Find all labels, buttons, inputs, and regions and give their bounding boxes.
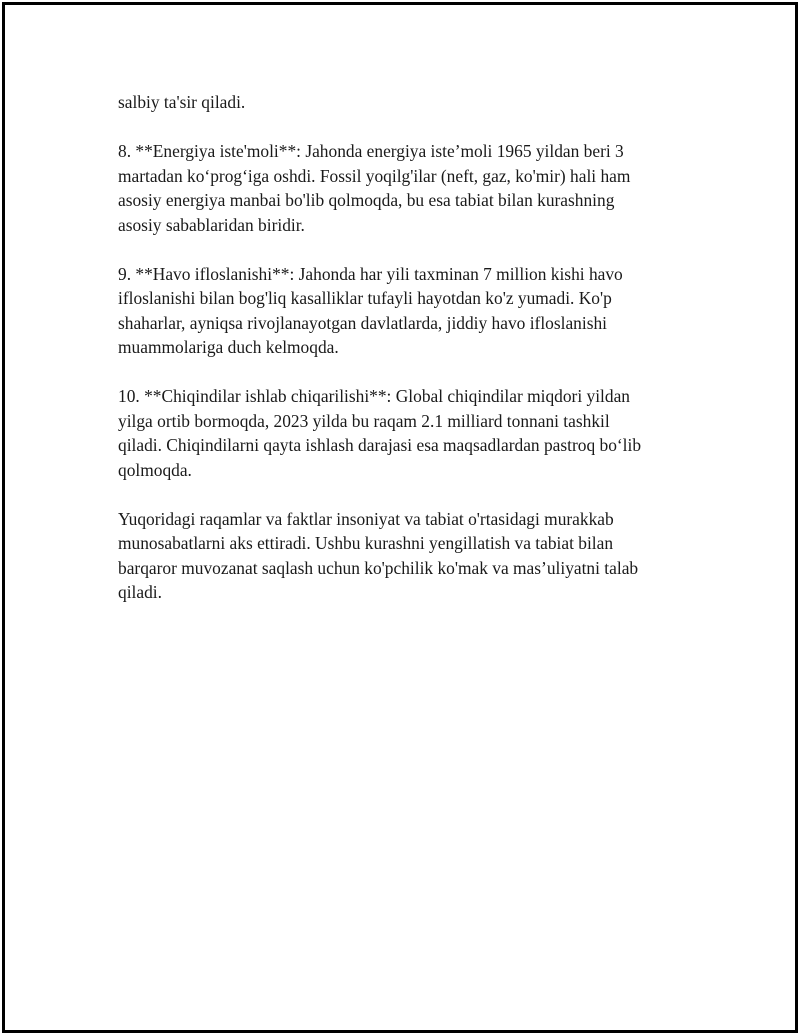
paragraph-conclusion xyxy=(118,507,678,605)
paragraph-waste-production xyxy=(118,384,678,482)
text-line: asosiy sabablaridan biridir. xyxy=(118,214,305,235)
text-line: asosiy energiya manbai bo'lib qolmoqda, bu esa tabiat bilan kurashning xyxy=(118,190,615,210)
text-line: barqaror muvozanat saqlash uchun ko'pchilik ko'mak va mas’uliyatni talab xyxy=(118,557,639,578)
paragraph-energy-consumption xyxy=(118,139,678,237)
text-line: muammolariga duch kelmoqda. xyxy=(118,337,339,357)
text-line: martadan ko‘prog‘iga oshdi. Fossil yoqilg'ilar (neft, gaz, ko'mir) hali ham xyxy=(118,165,631,186)
text-line: yilga ortib bormoqda, 2023 yilda bu raqam 2.1 milliard tonnani tashkil xyxy=(118,410,610,431)
text-line: qiladi. Chiqindilarni qayta ishlash darajasi esa maqsadlardan pastroq bo‘lib xyxy=(118,435,642,455)
text-line: 8. **Energiya iste'moli**: Jahonda energiya iste’moli 1965 yildan beri 3 xyxy=(118,141,624,161)
text-line: qolmoqda. xyxy=(118,459,192,480)
text-line: munosabatlarni aks ettiradi. Ushbu kurashni yengillatish va tabiat bilan xyxy=(118,533,614,553)
text-line: Yuqoridagi raqamlar va faktlar insoniyat va tabiat o'rtasidagi murakkab xyxy=(118,508,614,529)
paragraph-air-pollution xyxy=(118,262,678,360)
text-line: 10. **Chiqindilar ishlab chiqarilishi**: Global chiqindilar miqdori yildan xyxy=(118,386,630,406)
text-line: 9. **Havo ifloslanishi**: Jahonda har yili taxminan 7 million kishi havo xyxy=(118,263,623,284)
text-line: shaharlar, ayniqsa rivojlanayotgan davlatlarda, jiddiy havo ifloslanishi xyxy=(118,312,608,333)
paragraph-continuation xyxy=(118,90,678,115)
text-line: ifloslanishi bilan bog'liq kasalliklar tufayli hayotdan ko'z yumadi. Ko'p xyxy=(118,288,612,308)
text-line: qiladi. xyxy=(118,582,162,602)
text-line: salbiy ta'sir qiladi. xyxy=(118,92,246,112)
document-body xyxy=(118,90,678,629)
